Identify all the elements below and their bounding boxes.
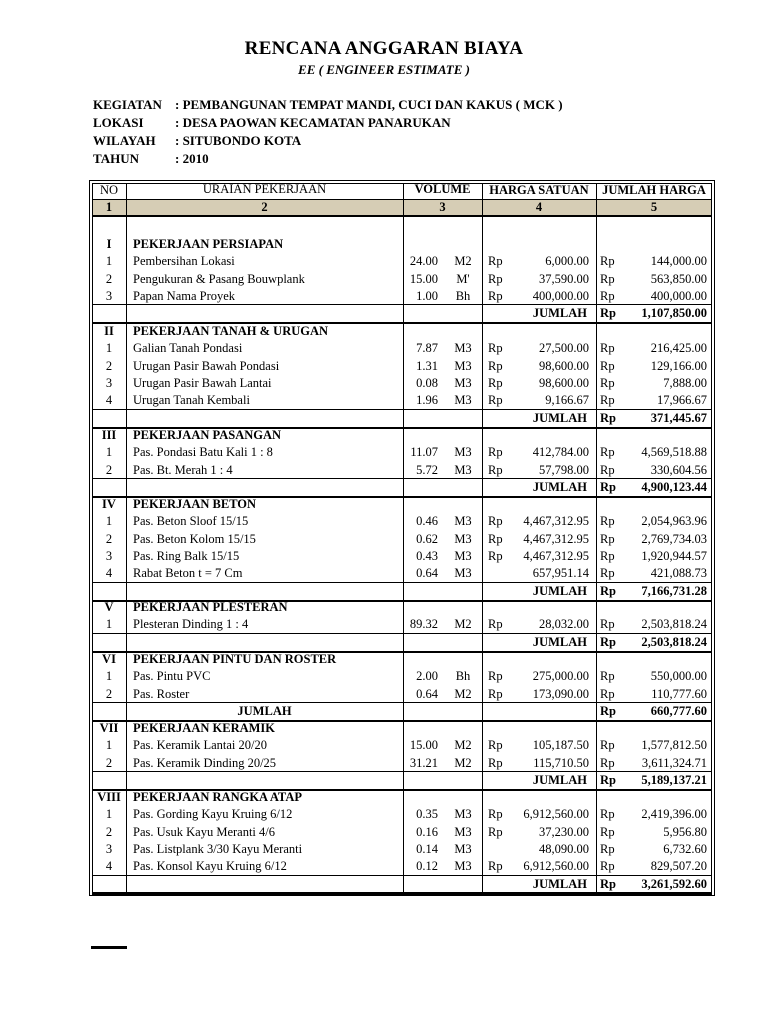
item-volume: 15.00	[409, 272, 438, 286]
section-number: VIII	[97, 790, 121, 804]
currency-label: Rp	[600, 584, 616, 598]
item-volume: 15.00	[409, 738, 438, 752]
currency-label: Rp	[488, 359, 503, 373]
item-description: Pas. Gording Kayu Kruing 6/12	[133, 807, 293, 821]
item-unit: M2	[454, 687, 472, 701]
item-volume: 1.31	[416, 359, 438, 373]
currency-label: Rp	[600, 480, 616, 494]
item-description: Urugan Pasir Bawah Pondasi	[133, 359, 280, 373]
item-unit-price: 98,600.00	[539, 359, 589, 373]
item-unit-price: 4,467,312.95	[523, 514, 589, 528]
project-info	[93, 96, 563, 168]
currency-label: Rp	[600, 549, 615, 563]
currency-label: Rp	[600, 807, 615, 821]
item-unit: M3	[454, 566, 472, 580]
col-header-uraian: URAIAN PEKERJAAN	[202, 182, 327, 196]
item-unit: M3	[454, 514, 472, 528]
item-description: Urugan Pasir Bawah Lantai	[133, 376, 272, 390]
item-amount: 2,769,734.03	[641, 532, 707, 546]
item-unit-price: 27,500.00	[539, 341, 589, 355]
item-amount: 563,850.00	[650, 272, 707, 286]
item-amount: 110,777.60	[651, 687, 707, 701]
currency-label: Rp	[600, 514, 615, 528]
currency-label: Rp	[600, 393, 615, 407]
item-description: Pas. Beton Kolom 15/15	[133, 532, 256, 546]
currency-label: Rp	[600, 254, 615, 268]
section-total: 4,900,123.44	[641, 480, 707, 494]
item-unit-price: 4,467,312.95	[523, 532, 589, 546]
item-unit-price: 6,000.00	[545, 254, 589, 268]
item-unit-price: 9,166.67	[545, 393, 589, 407]
item-unit: M3	[454, 463, 472, 477]
currency-label: Rp	[600, 756, 615, 770]
item-unit: M'	[456, 272, 470, 286]
item-number: 1	[105, 807, 113, 821]
item-amount: 550,000.00	[650, 669, 707, 683]
section-total-label: JUMLAH	[532, 877, 587, 891]
info-row-tahun	[93, 150, 563, 168]
item-unit-price: 400,000.00	[532, 289, 589, 303]
item-number: 2	[105, 825, 113, 839]
section-total-label: JUMLAH	[237, 704, 292, 718]
item-unit: M2	[454, 617, 472, 631]
item-volume: 1.00	[416, 289, 438, 303]
item-amount: 330,604.56	[650, 463, 707, 477]
item-volume: 0.62	[416, 532, 438, 546]
item-number: 1	[105, 669, 113, 683]
currency-label: Rp	[600, 617, 615, 631]
item-description: Pas. Listplank 3/30 Kayu Meranti	[133, 842, 303, 856]
item-amount: 2,503,818.24	[641, 617, 707, 631]
info-row-wilayah	[93, 132, 563, 150]
item-number: 1	[105, 738, 113, 752]
item-volume: 0.35	[416, 807, 438, 821]
item-unit: M3	[454, 376, 472, 390]
item-unit: M3	[454, 532, 472, 546]
item-unit-price: 6,912,560.00	[523, 859, 589, 873]
currency-label: Rp	[488, 756, 503, 770]
item-number: 4	[105, 393, 113, 407]
item-unit: M3	[454, 549, 472, 563]
item-amount: 129,166.00	[650, 359, 707, 373]
item-amount: 6,732.60	[663, 842, 707, 856]
currency-label: Rp	[600, 773, 616, 787]
currency-label: Rp	[488, 549, 503, 563]
item-volume: 0.46	[416, 514, 438, 528]
item-number: 2	[105, 463, 113, 477]
info-value: : SITUBONDO KOTA	[175, 133, 302, 148]
item-amount: 400,000.00	[650, 289, 707, 303]
item-unit: M3	[454, 807, 472, 821]
currency-label: Rp	[488, 825, 503, 839]
section-total: 371,445.67	[650, 411, 707, 425]
currency-label	[488, 841, 512, 858]
col-number: 4	[535, 200, 543, 214]
currency-label: Rp	[488, 859, 503, 873]
item-unit: M3	[454, 859, 472, 873]
item-unit: M3	[454, 842, 472, 856]
section-number: IV	[102, 497, 116, 511]
currency-label: Rp	[600, 566, 615, 580]
item-description: Galian Tanah Pondasi	[133, 341, 243, 355]
item-unit-price: 115,710.50	[533, 756, 589, 770]
item-unit: M3	[454, 341, 472, 355]
currency-label: Rp	[488, 514, 503, 528]
item-description: Plesteran Dinding 1 : 4	[133, 617, 249, 631]
currency-label: Rp	[488, 376, 503, 390]
item-number: 4	[105, 859, 113, 873]
currency-label: Rp	[600, 859, 615, 873]
section-number: III	[101, 428, 117, 442]
item-unit-price: 412,784.00	[532, 445, 589, 459]
currency-label: Rp	[488, 393, 503, 407]
item-amount: 421,088.73	[650, 566, 707, 580]
section-total: 5,189,137.21	[641, 773, 707, 787]
currency-label: Rp	[488, 272, 503, 286]
section-total-label: JUMLAH	[532, 635, 587, 649]
item-amount: 4,569,518.88	[641, 445, 707, 459]
item-amount: 2,419,396.00	[641, 807, 707, 821]
info-row-lokasi	[93, 114, 563, 132]
item-number: 1	[105, 445, 113, 459]
item-description: Pas. Beton Sloof 15/15	[133, 514, 249, 528]
currency-label: Rp	[600, 306, 616, 320]
section-total: 2,503,818.24	[641, 635, 707, 649]
item-unit: Bh	[455, 289, 471, 303]
currency-label: Rp	[488, 738, 503, 752]
item-amount: 17,966.67	[657, 393, 707, 407]
item-amount: 7,888.00	[663, 376, 707, 390]
currency-label: Rp	[600, 704, 616, 718]
col-number: 5	[650, 200, 658, 214]
item-volume: 24.00	[409, 254, 438, 268]
item-unit-price: 6,912,560.00	[523, 807, 589, 821]
item-volume: 0.12	[416, 859, 438, 873]
item-number: 3	[105, 289, 113, 303]
item-volume: 0.16	[416, 825, 438, 839]
currency-label	[488, 565, 512, 582]
col-number: 1	[105, 200, 113, 214]
item-volume: 5.72	[416, 463, 438, 477]
currency-label: Rp	[600, 669, 615, 683]
col-header-no: NO	[99, 183, 119, 197]
item-number: 3	[105, 549, 113, 563]
item-description: Rabat Beton t = 7 Cm	[133, 566, 243, 580]
item-amount: 144,000.00	[650, 254, 707, 268]
currency-label: Rp	[600, 842, 615, 856]
item-description: Pas. Roster	[133, 687, 190, 701]
item-unit: M3	[454, 359, 472, 373]
currency-label: Rp	[600, 532, 615, 546]
item-unit-price: 28,032.00	[539, 617, 589, 631]
item-description: Papan Nama Proyek	[133, 289, 236, 303]
section-total: 7,166,731.28	[641, 584, 707, 598]
item-unit-price: 37,590.00	[539, 272, 589, 286]
item-number: 3	[105, 376, 113, 390]
section-title: PEKERJAAN PINTU DAN ROSTER	[133, 652, 337, 666]
currency-label: Rp	[488, 532, 503, 546]
section-number: II	[104, 324, 114, 338]
item-description: Pas. Bt. Merah 1 : 4	[133, 463, 233, 477]
currency-label: Rp	[600, 738, 615, 752]
col-number: 2	[261, 200, 268, 214]
section-total-label: JUMLAH	[532, 773, 587, 787]
item-amount: 1,920,944.57	[641, 549, 707, 563]
item-volume: 0.43	[416, 549, 438, 563]
currency-label: Rp	[600, 376, 615, 390]
info-value: : DESA PAOWAN KECAMATAN PANARUKAN	[175, 115, 451, 130]
item-description: Urugan Tanah Kembali	[133, 393, 250, 407]
item-volume: 1.96	[416, 393, 438, 407]
item-unit: M3	[454, 445, 472, 459]
item-volume: 89.32	[409, 617, 438, 631]
section-total-label: JUMLAH	[532, 411, 587, 425]
section-number: VI	[102, 652, 116, 666]
currency-label: Rp	[488, 669, 503, 683]
currency-label: Rp	[600, 877, 616, 891]
section-title: PEKERJAAN RANGKA ATAP	[133, 790, 302, 804]
item-volume: 31.21	[409, 756, 438, 770]
col-number: 3	[439, 200, 446, 214]
item-amount: 829,507.20	[650, 859, 707, 873]
item-description: Pas. Pintu PVC	[133, 669, 211, 683]
currency-label: Rp	[600, 359, 615, 373]
section-number: I	[106, 237, 112, 251]
item-volume: 11.07	[410, 445, 438, 459]
item-volume: 0.14	[416, 842, 438, 856]
currency-label: Rp	[600, 463, 615, 477]
currency-label: Rp	[600, 687, 615, 701]
section-title: PEKERJAAN TANAH & URUGAN	[133, 324, 329, 338]
section-title: PEKERJAAN PERSIAPAN	[133, 237, 284, 251]
item-amount: 216,425.00	[650, 341, 707, 355]
item-number: 1	[105, 341, 113, 355]
item-unit-price: 57,798.00	[539, 463, 589, 477]
section-total-label: JUMLAH	[532, 480, 587, 494]
item-amount: 5,956.80	[663, 825, 707, 839]
item-unit-price: 98,600.00	[539, 376, 589, 390]
item-unit: M3	[454, 393, 472, 407]
item-unit: Bh	[455, 669, 471, 683]
item-description: Pas. Konsol Kayu Kruing 6/12	[133, 859, 287, 873]
item-number: 2	[105, 272, 113, 286]
col-header-harga-satuan: HARGA SATUAN	[489, 183, 589, 197]
section-number: V	[104, 600, 114, 614]
currency-label: Rp	[600, 272, 615, 286]
footer-rule	[91, 946, 127, 949]
info-row-kegiatan	[93, 96, 563, 114]
info-label: TAHUN	[93, 151, 139, 166]
item-description: Pas. Usuk Kayu Meranti 4/6	[133, 825, 275, 839]
item-unit-price: 48,090.00	[539, 842, 589, 856]
section-number: VII	[99, 721, 119, 735]
column-divider	[596, 183, 597, 893]
currency-label: Rp	[488, 289, 503, 303]
item-description: Pas. Pondasi Batu Kali 1 : 8	[133, 445, 273, 459]
item-number: 1	[105, 514, 113, 528]
currency-label: Rp	[600, 341, 615, 355]
info-label: LOKASI	[93, 115, 144, 130]
item-amount: 2,054,963.96	[641, 514, 707, 528]
item-volume: 0.64	[416, 566, 438, 580]
currency-label: Rp	[600, 411, 616, 425]
info-label: WILAYAH	[93, 133, 156, 148]
item-description: Pas. Ring Balk 15/15	[133, 549, 240, 563]
item-volume: 2.00	[416, 669, 438, 683]
section-total-label: JUMLAH	[532, 306, 587, 320]
row-divider	[92, 893, 712, 895]
currency-label: Rp	[600, 825, 615, 839]
item-number: 1	[105, 254, 113, 268]
item-description: Pembersihan Lokasi	[133, 254, 235, 268]
item-unit: M2	[454, 756, 472, 770]
item-number: 1	[105, 617, 113, 631]
item-unit-price: 4,467,312.95	[523, 549, 589, 563]
item-unit: M2	[454, 738, 472, 752]
currency-label: Rp	[488, 341, 503, 355]
item-unit: M2	[454, 254, 472, 268]
section-total: 3,261,592.60	[641, 877, 707, 891]
col-header-jumlah-harga: JUMLAH HARGA	[602, 183, 706, 197]
section-title: PEKERJAAN BETON	[133, 497, 257, 511]
item-description: Pas. Keramik Dinding 20/25	[133, 756, 277, 770]
currency-label: Rp	[488, 445, 503, 459]
item-number: 3	[105, 842, 113, 856]
page-subtitle: EE ( ENGINEER ESTIMATE )	[298, 62, 470, 77]
item-amount: 1,577,812.50	[641, 738, 707, 752]
info-value: : 2010	[175, 151, 209, 166]
section-title: PEKERJAAN PASANGAN	[133, 428, 282, 442]
section-total: 660,777.60	[650, 704, 707, 718]
page-title: RENCANA ANGGARAN BIAYA	[244, 38, 524, 59]
item-unit: M3	[454, 825, 472, 839]
section-title: PEKERJAAN KERAMIK	[133, 721, 276, 735]
item-description: Pengukuran & Pasang Bouwplank	[133, 272, 305, 286]
item-unit-price: 173,090.00	[532, 687, 589, 701]
currency-label: Rp	[600, 289, 615, 303]
item-number: 2	[105, 756, 113, 770]
item-number: 2	[105, 687, 113, 701]
item-description: Pas. Keramik Lantai 20/20	[133, 738, 267, 752]
currency-label: Rp	[600, 445, 615, 459]
item-unit-price: 105,187.50	[532, 738, 589, 752]
section-title: PEKERJAAN PLESTERAN	[133, 600, 288, 614]
currency-label: Rp	[488, 687, 503, 701]
section-total: 1,107,850.00	[641, 306, 707, 320]
currency-label: Rp	[488, 617, 503, 631]
item-amount: 3,611,324.71	[641, 756, 707, 770]
currency-label: Rp	[488, 463, 503, 477]
item-unit-price: 657,951.14	[532, 566, 589, 580]
col-header-volume: VOLUME	[414, 182, 471, 196]
item-volume: 0.64	[416, 687, 438, 701]
item-unit-price: 37,230.00	[539, 825, 589, 839]
item-number: 2	[105, 532, 113, 546]
section-total-label: JUMLAH	[532, 584, 587, 598]
item-volume: 7.87	[416, 341, 438, 355]
info-value: : PEMBANGUNAN TEMPAT MANDI, CUCI DAN KAKUS ( MCK )	[175, 97, 563, 112]
item-unit-price: 275,000.00	[532, 669, 589, 683]
item-number: 2	[105, 359, 113, 373]
currency-label: Rp	[488, 254, 503, 268]
item-number: 4	[105, 566, 113, 580]
item-volume: 0.08	[416, 376, 438, 390]
info-label: KEGIATAN	[93, 97, 162, 112]
currency-label: Rp	[600, 635, 616, 649]
column-divider	[126, 183, 127, 893]
currency-label: Rp	[488, 807, 503, 821]
